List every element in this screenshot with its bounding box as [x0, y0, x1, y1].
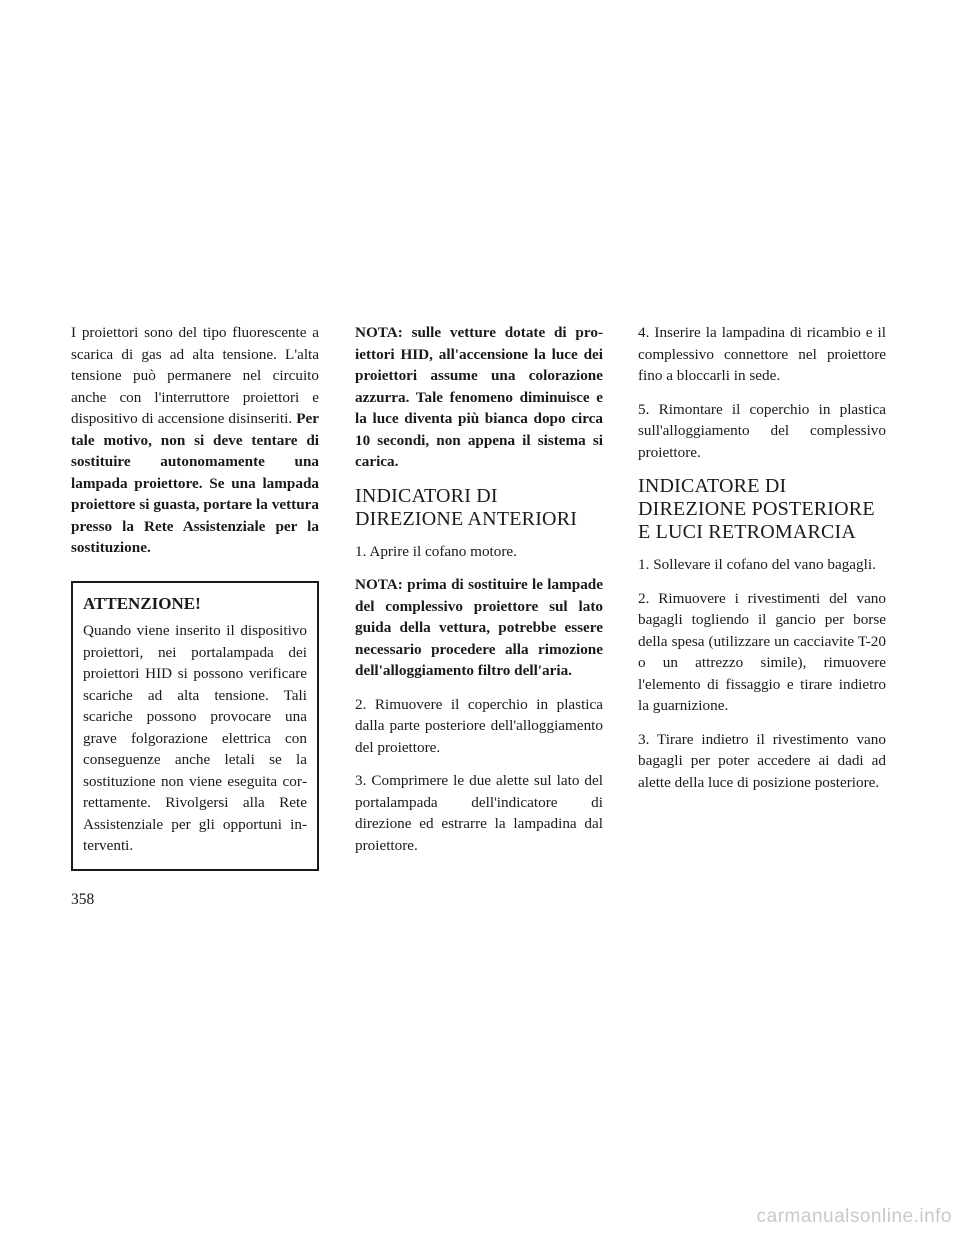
- page-number: 358: [71, 891, 95, 908]
- step-4: 4. Inserire la lampadina di ricambio e il complessivo connettore nel proiettore fino a bloccarli in sede.: [638, 324, 886, 384]
- heading-line-2: DIREZIONE ANTERIORI: [355, 507, 578, 530]
- column-middle: [355, 322, 603, 868]
- column-left: [71, 322, 319, 871]
- heading-line-3: E LUCI RETROMARCIA: [638, 521, 857, 543]
- section-heading-rear-indicators: [638, 475, 886, 544]
- rear-step-3: 3. Tirare indietro il rivestimento vano bagagli per poter accedere ai dadi ad alette della luce di posizione posteriore.: [638, 730, 886, 791]
- step-1: 1. Aprire il cofano motore.: [355, 542, 517, 560]
- heading-line-1: INDICATORE DI: [638, 475, 787, 497]
- rear-step-2: 2. Rimuovere i rivestimenti del vano bagagli togliendo il gancio per borse della spesa (utilizzare un cacciavite T-20 o un attrezzo simile), rimuovere l'elemento di fissaggio e tirare indietro la guarnizione.: [638, 589, 886, 714]
- step-5: 5. Rimontare il coperchio in plastica sull'alloggiamento del complessivo proiettore.: [638, 400, 886, 461]
- watermark: carmanualsonline.info: [756, 1206, 952, 1227]
- intro-bold-text: Per tale motivo, non si deve tentare di sostituire autonomamente una lampada proiettore. Se una lampada proiettore si guasta, portare la vettura presso la Rete Assistenziale per la sostituzione.: [71, 410, 319, 556]
- warning-title: ATTENZIONE!: [83, 593, 201, 613]
- step-2: 2. Rimuovere il coperchio in plastica dalla parte posteriore dell'alloggiamento del proiettore.: [355, 695, 603, 756]
- column-right: [638, 322, 886, 805]
- warning-text: Quando viene inserito il dispositivo proiettori, nei portalampada dei proiettori HID si possono verificare scariche ad alta tensione. Tali scariche possono provocare una grave folgorazione elettrica con conseguenze anche letali se la sostituzione non viene eseguita correttamente. Rivolgersi alla Rete Assistenziale per gli opportuni interventi.: [83, 622, 307, 854]
- note-hid: [355, 322, 603, 473]
- warning-box: [71, 581, 319, 871]
- intro-text: I proiettori sono del tipo fluorescente a scarica di gas ad alta tensione. L'alta tensione può permanere nel circuito anche con l'interruttore proiettori e dispositivo di accensione disinseriti.: [71, 324, 319, 427]
- note-airfilter: [355, 574, 603, 682]
- note-hid-text: NOTA: sulle vetture dotate di proiettori HID, all'accensione la luce dei proiettori assume una colorazione azzurra. Tale fenomeno diminuisce e la luce diventa più bianca dopo circa 10 secondi, non appena il sistema si carica.: [355, 324, 603, 470]
- section-heading-front-indicators: [355, 485, 603, 531]
- note-airfilter-text: NOTA: prima di sostituire le lampade del complessivo proiettore sul lato guida della vettura, potrebbe essere necessario procedere alla rimozione dell'alloggiamento filtro dell'aria.: [355, 576, 603, 679]
- step-3: 3. Comprimere le due alette sul lato del portalampada dell'indicatore di direzione ed estrarre la lampadina dal proiettore.: [355, 772, 603, 854]
- heading-line-1: INDICATORI DI: [355, 484, 498, 507]
- heading-line-2: DIREZIONE POSTERIORE: [638, 498, 875, 520]
- intro-paragraph: [71, 322, 319, 559]
- rear-step-1: 1. Sollevare il cofano del vano bagagli.: [638, 556, 876, 573]
